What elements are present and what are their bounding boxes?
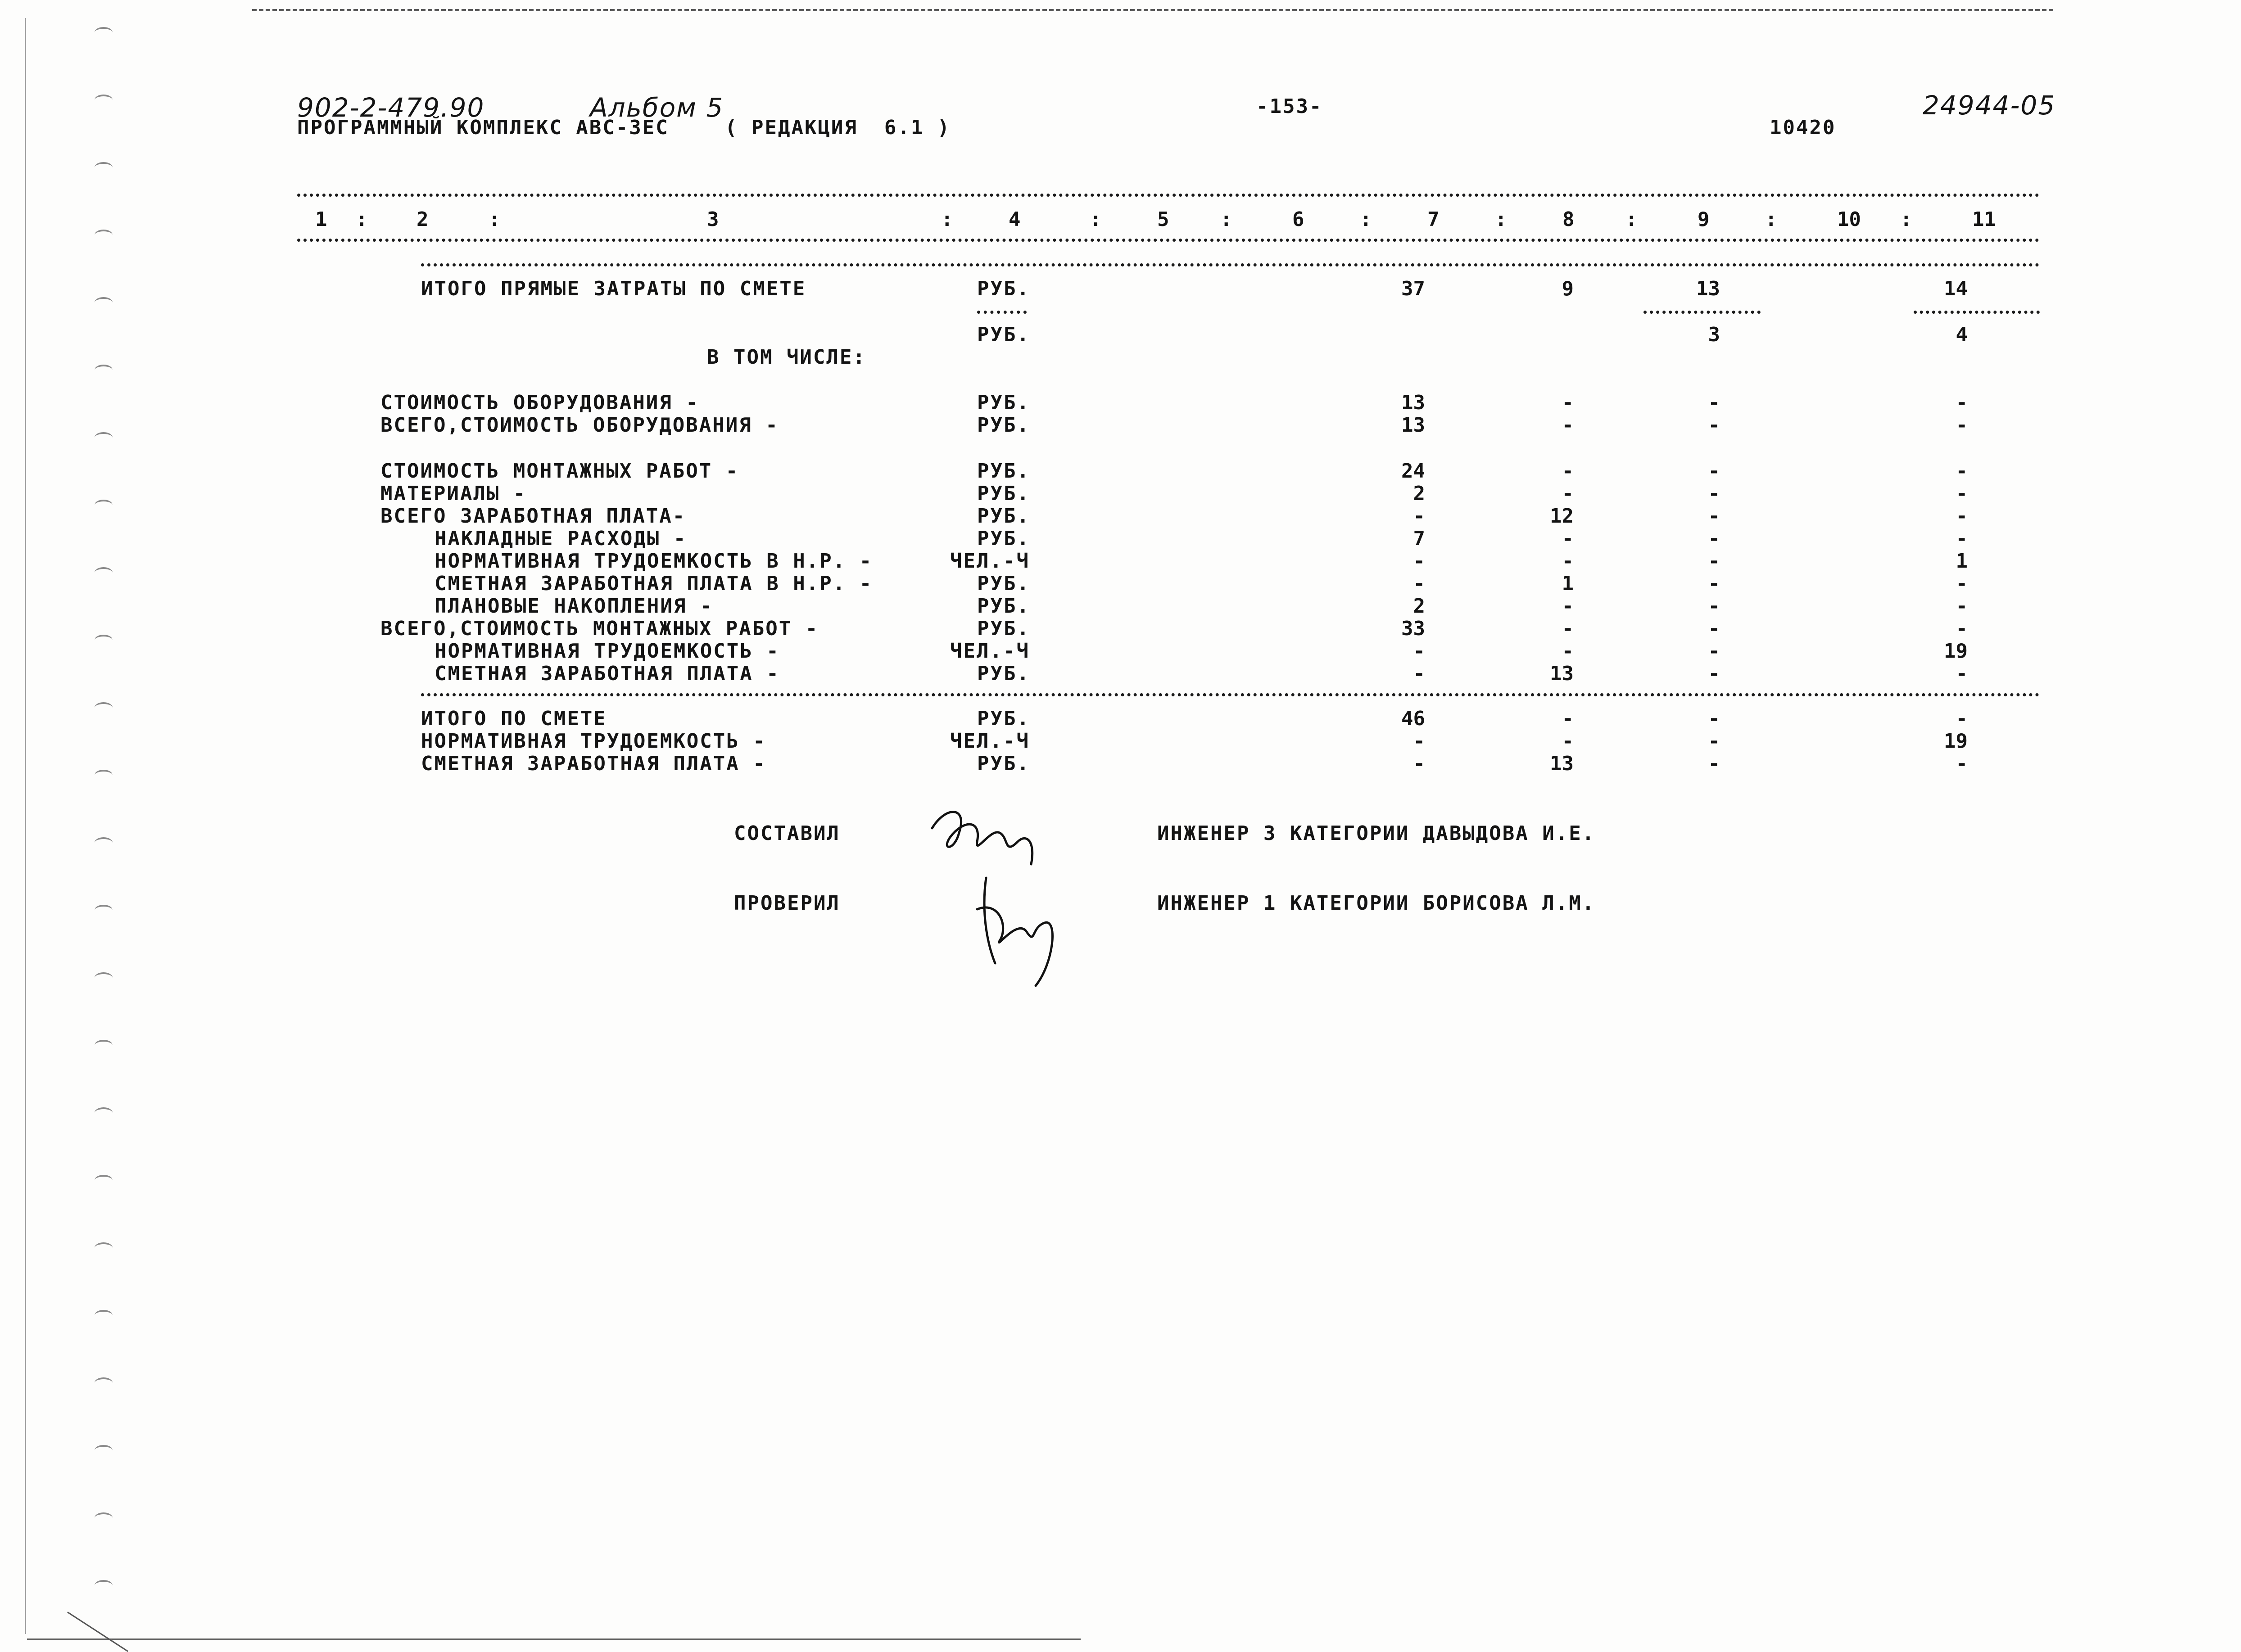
margin-line <box>25 18 26 1634</box>
signature-checked <box>968 873 1085 990</box>
row-unit: РУБ. <box>977 707 1030 730</box>
cell-c9: - <box>1708 460 1720 483</box>
cell-c7: 24 <box>1401 460 1425 483</box>
column-separator: : <box>1220 208 1232 231</box>
row-label: СМЕТНАЯ ЗАРАБОТНАЯ ПЛАТА - <box>421 752 766 775</box>
perforation-hole <box>95 1242 113 1253</box>
project-code: 902-2-479.90 <box>297 92 485 123</box>
perforation-hole <box>95 1580 113 1591</box>
perforation-hole <box>95 297 113 308</box>
perforation-hole <box>95 567 113 578</box>
cell-c7: - <box>1413 572 1425 595</box>
cell-c7: 7 <box>1413 527 1425 550</box>
cell-c9: - <box>1708 550 1720 573</box>
col11-rule <box>1914 311 2040 314</box>
row-unit: РУБ. <box>977 460 1030 483</box>
cell-c9: - <box>1708 617 1720 640</box>
cell-c9: - <box>1708 505 1720 528</box>
perforation-hole <box>95 27 113 38</box>
column-separator: : <box>489 208 501 231</box>
row-label: ПЛАНОВЫЕ НАКОПЛЕНИЯ - <box>435 595 714 618</box>
page-number: -153- <box>1256 95 1323 118</box>
column-separator: : <box>1495 208 1507 231</box>
cell-c9: - <box>1708 595 1720 618</box>
cell-c11: - <box>1956 482 1968 505</box>
row-unit: РУБ. <box>977 391 1030 414</box>
totals-rule <box>421 693 2040 696</box>
row-label: ВСЕГО,СТОИМОСТЬ МОНТАЖНЫХ РАБОТ - <box>380 617 819 640</box>
compiled-label: СОСТАВИЛ <box>734 822 840 845</box>
compiled-by: ИНЖЕНЕР 3 КАТЕГОРИИ ДАВЫДОВА И.Е. <box>1157 822 1596 845</box>
perforation-hole <box>95 230 113 240</box>
row-label: ИТОГО ПРЯМЫЕ ЗАТРАТЫ ПО СМЕТЕ <box>421 277 806 300</box>
cell-c11: - <box>1956 572 1968 595</box>
column-separator: : <box>1360 208 1372 231</box>
column-header: 5 <box>1157 208 1169 231</box>
perforation-hole <box>95 837 113 848</box>
cell-c11: - <box>1956 752 1968 775</box>
column-header: 1 <box>315 208 327 231</box>
cell-c8: - <box>1562 595 1574 618</box>
column-header: 4 <box>1009 208 1021 231</box>
perforation-hole <box>95 162 113 173</box>
table-top-rule <box>297 194 2040 197</box>
row-label: ИТОГО ПО СМЕТЕ <box>421 707 607 730</box>
cell-c8: - <box>1562 707 1574 730</box>
column-separator: : <box>941 208 953 231</box>
row-label: СТОИМОСТЬ ОБОРУДОВАНИЯ - <box>380 391 699 414</box>
cell-c9: - <box>1708 572 1720 595</box>
row-label: В ТОМ ЧИСЛЕ: <box>707 346 866 369</box>
cell-c8: - <box>1562 640 1574 663</box>
edition-label: ( РЕДАКЦИЯ 6.1 ) <box>725 116 951 139</box>
cell-c9: - <box>1708 707 1720 730</box>
cell-c11: - <box>1956 707 1968 730</box>
row-unit: РУБ. <box>977 482 1030 505</box>
column-header: 9 <box>1698 208 1710 231</box>
cell-c8: 12 <box>1550 505 1574 528</box>
column-separator: : <box>1625 208 1638 231</box>
row-unit: ЧЕЛ.-Ч <box>950 550 1030 573</box>
column-header: 7 <box>1427 208 1440 231</box>
cell-c7: - <box>1413 550 1425 573</box>
cell-c7: 2 <box>1413 595 1425 618</box>
cell-c11: - <box>1956 414 1968 437</box>
unit-rule <box>977 311 1027 314</box>
perforation-hole <box>95 635 113 645</box>
row-label: НОРМАТИВНАЯ ТРУДОЕМКОСТЬ - <box>421 730 766 753</box>
row-label: СТОИМОСТЬ МОНТАЖНЫХ РАБОТ - <box>380 460 739 483</box>
bottom-edge-line <box>27 1638 1081 1640</box>
cell-c11: - <box>1956 527 1968 550</box>
perforation-hole <box>95 905 113 916</box>
cell-c7: - <box>1413 752 1425 775</box>
row-label: НОРМАТИВНАЯ ТРУДОЕМКОСТЬ - <box>435 640 780 663</box>
row-unit: ЧЕЛ.-Ч <box>950 640 1030 663</box>
cell-c11: - <box>1956 617 1968 640</box>
column-header: 10 <box>1837 208 1861 231</box>
cell-c7: - <box>1413 640 1425 663</box>
row-label: НОРМАТИВНАЯ ТРУДОЕМКОСТЬ В Н.Р. - <box>435 550 873 573</box>
cell-c11: - <box>1956 662 1968 685</box>
signature-compiled <box>919 801 1054 878</box>
row-label: СМЕТНАЯ ЗАРАБОТНАЯ ПЛАТА - <box>435 662 780 685</box>
column-separator: : <box>1090 208 1102 231</box>
cell-c11: 4 <box>1956 323 1968 346</box>
column-header: 11 <box>1972 208 1996 231</box>
cell-c9: - <box>1708 640 1720 663</box>
document-number: 24944-05 <box>1923 90 2056 121</box>
row-label: НАКЛАДНЫЕ РАСХОДЫ - <box>435 527 687 550</box>
cell-c9: - <box>1708 482 1720 505</box>
column-separator: : <box>1900 208 1912 231</box>
cell-c9: - <box>1708 752 1720 775</box>
checked-by: ИНЖЕНЕР 1 КАТЕГОРИИ БОРИСОВА Л.М. <box>1157 892 1596 915</box>
row-unit: РУБ. <box>977 752 1030 775</box>
perforation-hole <box>95 432 113 443</box>
cell-c7: 13 <box>1401 391 1425 414</box>
perforation-hole <box>95 1107 113 1118</box>
cell-c9: 3 <box>1708 323 1720 346</box>
cell-c9: - <box>1708 391 1720 414</box>
cell-c7: - <box>1413 662 1425 685</box>
corner-mark <box>67 1611 128 1652</box>
row-label: ВСЕГО,СТОИМОСТЬ ОБОРУДОВАНИЯ - <box>380 414 779 437</box>
perforation-hole <box>95 770 113 781</box>
column-header-rule <box>297 239 2040 242</box>
row-label: МАТЕРИАЛЫ - <box>380 482 527 505</box>
cell-c11: - <box>1956 595 1968 618</box>
cell-c7: 33 <box>1401 617 1425 640</box>
column-header: 3 <box>707 208 719 231</box>
cell-c11: 19 <box>1944 730 1968 753</box>
perforation-hole <box>95 500 113 510</box>
cell-c8: - <box>1562 527 1574 550</box>
column-separator: : <box>356 208 368 231</box>
cell-c8: - <box>1562 414 1574 437</box>
perforation-hole <box>95 95 113 105</box>
cell-c11: - <box>1956 460 1968 483</box>
row-unit: РУБ. <box>977 323 1030 346</box>
cell-c8: - <box>1562 460 1574 483</box>
cell-c11: 14 <box>1944 277 1968 300</box>
perforation-hole <box>95 1175 113 1186</box>
cell-c11: 1 <box>1956 550 1968 573</box>
cell-c11: - <box>1956 505 1968 528</box>
cell-c7: - <box>1413 730 1425 753</box>
cell-c7: - <box>1413 505 1425 528</box>
cell-c8: - <box>1562 617 1574 640</box>
row-unit: РУБ. <box>977 662 1030 685</box>
cell-c7: 2 <box>1413 482 1425 505</box>
perforation-hole <box>95 1512 113 1523</box>
cell-c8: 9 <box>1562 277 1574 300</box>
perforation-hole <box>95 1310 113 1321</box>
cell-c8: - <box>1562 550 1574 573</box>
row-label: СМЕТНАЯ ЗАРАБОТНАЯ ПЛАТА В Н.Р. - <box>435 572 873 595</box>
row-unit: РУБ. <box>977 414 1030 437</box>
cell-c9: - <box>1708 414 1720 437</box>
column-header: 2 <box>417 208 429 231</box>
row-unit: ЧЕЛ.-Ч <box>950 730 1030 753</box>
cell-c8: - <box>1562 391 1574 414</box>
cell-c9: - <box>1708 527 1720 550</box>
album-label: Альбом 5 <box>590 92 724 123</box>
perforation-hole <box>95 365 113 375</box>
row-unit: РУБ. <box>977 527 1030 550</box>
cell-c9: - <box>1708 730 1720 753</box>
perforation-hole <box>95 972 113 983</box>
perforation-hole <box>95 702 113 713</box>
cell-c11: 19 <box>1944 640 1968 663</box>
sheet-code: 10420 <box>1770 116 1836 139</box>
cell-c8: 1 <box>1562 572 1574 595</box>
top-edge-line <box>252 9 2053 11</box>
row-unit: РУБ. <box>977 595 1030 618</box>
row-unit: РУБ. <box>977 505 1030 528</box>
row-unit: РУБ. <box>977 277 1030 300</box>
section-rule <box>421 263 2040 266</box>
cell-c9: - <box>1708 662 1720 685</box>
perforation-hole <box>95 1040 113 1051</box>
column-separator: : <box>1765 208 1777 231</box>
row-unit: РУБ. <box>977 617 1030 640</box>
cell-c8: 13 <box>1550 752 1574 775</box>
row-label: ВСЕГО ЗАРАБОТНАЯ ПЛАТА- <box>380 505 686 528</box>
column-header: 8 <box>1562 208 1575 231</box>
cell-c8: - <box>1562 482 1574 505</box>
col9-rule <box>1643 311 1761 314</box>
cell-c7: 13 <box>1401 414 1425 437</box>
checked-label: ПРОВЕРИЛ <box>734 892 840 915</box>
perforation-hole <box>95 1377 113 1388</box>
program-name: ПРОГРАММНЫЙ КОМПЛЕКС АВС-3ЕС <box>297 116 669 139</box>
cell-c7: 46 <box>1401 707 1425 730</box>
cell-c9: 13 <box>1696 277 1720 300</box>
row-unit: РУБ. <box>977 572 1030 595</box>
cell-c11: - <box>1956 391 1968 414</box>
cell-c8: - <box>1562 730 1574 753</box>
perforation-hole <box>95 1445 113 1456</box>
cell-c8: 13 <box>1550 662 1574 685</box>
column-header: 6 <box>1292 208 1304 231</box>
cell-c7: 37 <box>1401 277 1425 300</box>
